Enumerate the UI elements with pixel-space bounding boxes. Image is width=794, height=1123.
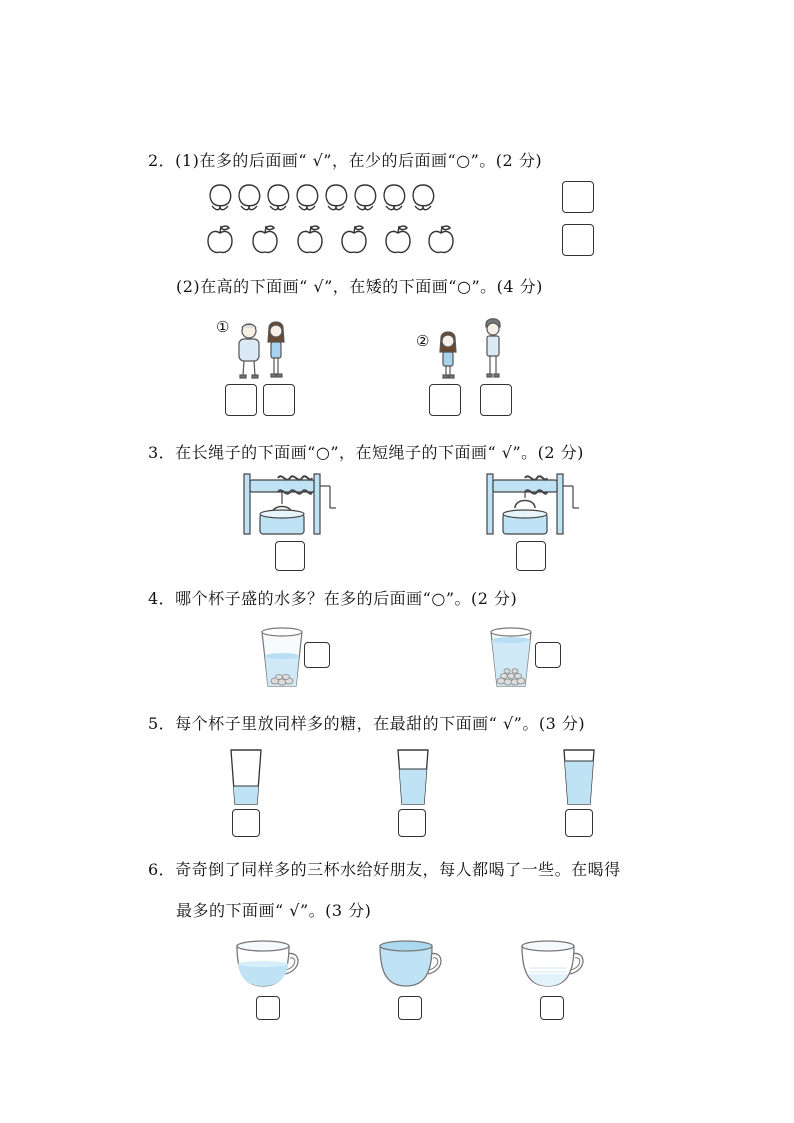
answer-box-glass-2[interactable] <box>398 809 426 837</box>
apple-icon <box>208 226 232 252</box>
answer-box-cup-left[interactable] <box>304 642 330 668</box>
peach-icon <box>210 185 231 210</box>
answer-box-peaches[interactable] <box>562 181 594 213</box>
glass-low-water <box>229 748 263 808</box>
peach-icon <box>355 185 376 210</box>
well-short-rope-illustration <box>485 470 585 536</box>
question-6-line-2: 最多的下面画“ √”。(3 分) <box>176 901 372 920</box>
answer-box-girl-1[interactable] <box>263 384 295 416</box>
answer-box-short-rope[interactable] <box>516 541 546 571</box>
grandpa-and-girl-illustration <box>234 320 294 380</box>
marker-2: ② <box>416 332 430 350</box>
apple-row <box>206 224 466 258</box>
peach-icon <box>239 185 260 210</box>
apple-icon <box>253 226 277 252</box>
cup-water-with-many-stones <box>487 624 537 690</box>
teacup-little-water <box>520 938 590 990</box>
answer-box-teacup-1[interactable] <box>256 996 280 1020</box>
teacup-medium-water <box>235 938 305 990</box>
well-long-rope-illustration <box>242 470 342 536</box>
apple-icon <box>342 226 366 252</box>
peach-icon <box>297 185 318 210</box>
question-5: 5．每个杯子里放同样多的糖，在最甜的下面画“ √”。(3 分) <box>148 714 586 733</box>
peach-row <box>206 180 446 214</box>
answer-box-apples[interactable] <box>562 224 594 256</box>
peach-icon <box>268 185 289 210</box>
peach-icon <box>384 185 405 210</box>
apple-icon <box>429 226 453 252</box>
teacup-full-water <box>378 938 448 990</box>
answer-box-teacup-3[interactable] <box>540 996 564 1020</box>
answer-box-cup-right[interactable] <box>535 642 561 668</box>
apple-icon <box>298 226 322 252</box>
answer-box-glass-1[interactable] <box>232 809 260 837</box>
peach-icon <box>413 185 434 210</box>
answer-box-long-rope[interactable] <box>275 541 305 571</box>
marker-1: ① <box>216 318 230 336</box>
question-6-line-1: 6．奇奇倒了同样多的三杯水给好朋友，每人都喝了一些。在喝得 <box>148 860 621 879</box>
glass-medium-water <box>396 748 430 808</box>
answer-box-boy[interactable] <box>480 384 512 416</box>
question-2-part-1: 2．(1)在多的后面画“ √”，在少的后面画“○”。(2 分) <box>148 151 543 170</box>
girl-and-boy-illustration <box>434 318 514 380</box>
question-3: 3．在长绳子的下面画“○”，在短绳子的下面画“ √”。(2 分) <box>148 443 584 462</box>
question-4: 4．哪个杯子盛的水多？在多的后面画“○”。(2 分) <box>148 589 518 608</box>
glass-high-water <box>562 748 596 808</box>
cup-water-with-few-stones <box>258 624 308 690</box>
answer-box-glass-3[interactable] <box>565 809 593 837</box>
apple-icon <box>386 226 410 252</box>
answer-box-girl-2[interactable] <box>429 384 461 416</box>
answer-box-grandpa[interactable] <box>225 384 257 416</box>
peach-icon <box>326 185 347 210</box>
answer-box-teacup-2[interactable] <box>398 996 422 1020</box>
question-2-part-2: (2)在高的下面画“ √”，在矮的下面画“○”。(4 分) <box>176 277 543 296</box>
